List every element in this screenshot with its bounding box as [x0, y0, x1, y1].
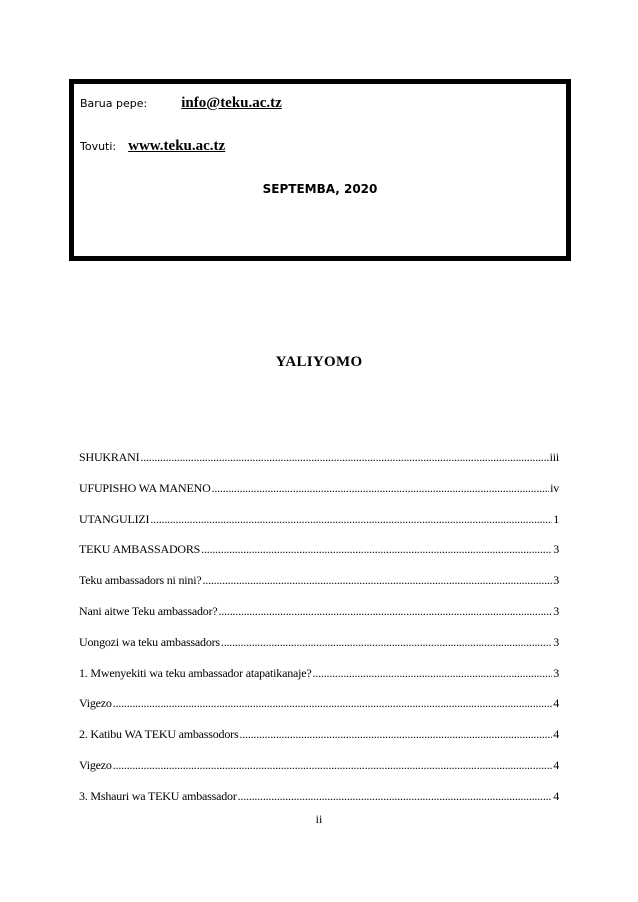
toc-entry-title: Uongozi wa teku ambassadors — [79, 634, 220, 649]
toc-entry-page: 4 — [553, 696, 559, 711]
toc-entry-title: Vigezo — [79, 696, 112, 711]
toc-entry[interactable] — [79, 512, 559, 543]
toc-entry-page: 4 — [553, 757, 559, 772]
toc-entry-page: 4 — [553, 788, 559, 803]
toc-entry[interactable] — [79, 635, 559, 666]
toc-entry[interactable] — [79, 696, 559, 727]
toc-entry[interactable] — [79, 542, 559, 573]
toc-leader-dots — [201, 542, 552, 557]
toc-entry-title: 3. Mshauri wa TEKU ambassador — [79, 788, 237, 803]
toc-leader-dots — [238, 789, 553, 804]
page-number: ii — [315, 812, 323, 826]
toc-leader-dots — [239, 727, 552, 742]
toc-entry-title: Nani aitwe Teku ambassador? — [79, 603, 218, 618]
toc-entry[interactable] — [79, 604, 559, 635]
toc-entry-page: iv — [550, 480, 559, 495]
toc-entry-title: 1. Mwenyekiti wa teku ambassador atapatikanaje? — [79, 665, 312, 680]
toc-entry[interactable] — [79, 573, 559, 604]
toc-leader-dots — [219, 604, 553, 619]
toc-leader-dots — [140, 450, 548, 465]
toc-entry[interactable] — [79, 758, 559, 789]
toc-entry-title: SHUKRANI — [79, 450, 140, 464]
toc-entry[interactable] — [79, 481, 559, 512]
toc-leader-dots — [113, 696, 552, 711]
toc-leader-dots — [150, 512, 552, 527]
toc-entry-page: 3 — [553, 603, 559, 618]
toc-leader-dots — [113, 758, 552, 773]
document-date: SEPTEMBA, 2020 — [262, 182, 378, 196]
toc-entry[interactable] — [79, 450, 559, 481]
table-of-contents — [79, 450, 559, 820]
toc-entry-title: UTANGULIZI — [79, 511, 150, 526]
toc-entry[interactable] — [79, 666, 559, 697]
email-link[interactable]: info@teku.ac.tz — [181, 95, 282, 111]
toc-entry-page: 3 — [553, 542, 559, 557]
toc-entry-page: 3 — [553, 665, 559, 680]
email-row — [80, 94, 282, 112]
website-label: Tovuti: — [80, 140, 117, 153]
toc-entry-title: 2. Katibu WA TEKU ambassodors — [79, 727, 239, 742]
email-label: Barua pepe: — [80, 97, 148, 110]
toc-entry-title: Vigezo — [79, 757, 112, 772]
toc-entry-title: Teku ambassadors ni nini? — [79, 573, 202, 588]
toc-entry-page: 4 — [553, 727, 559, 742]
contact-box — [69, 79, 571, 261]
website-link[interactable]: www.teku.ac.tz — [128, 138, 226, 154]
toc-entry-title: UFUPISHO WA MANENO — [79, 480, 211, 495]
toc-leader-dots — [221, 635, 552, 650]
toc-entry-title: TEKU AMBASSADORS — [79, 542, 201, 557]
toc-leader-dots — [212, 481, 550, 496]
toc-entry-page: 1 — [553, 511, 559, 526]
toc-title: YALIYOMO — [275, 354, 363, 370]
website-row — [80, 137, 225, 155]
toc-entry-page: iii — [549, 450, 559, 464]
toc-leader-dots — [202, 573, 552, 588]
toc-entry-page: 3 — [553, 634, 559, 649]
toc-leader-dots — [313, 666, 553, 681]
toc-entry-page: 3 — [553, 573, 559, 588]
toc-entry[interactable] — [79, 727, 559, 758]
